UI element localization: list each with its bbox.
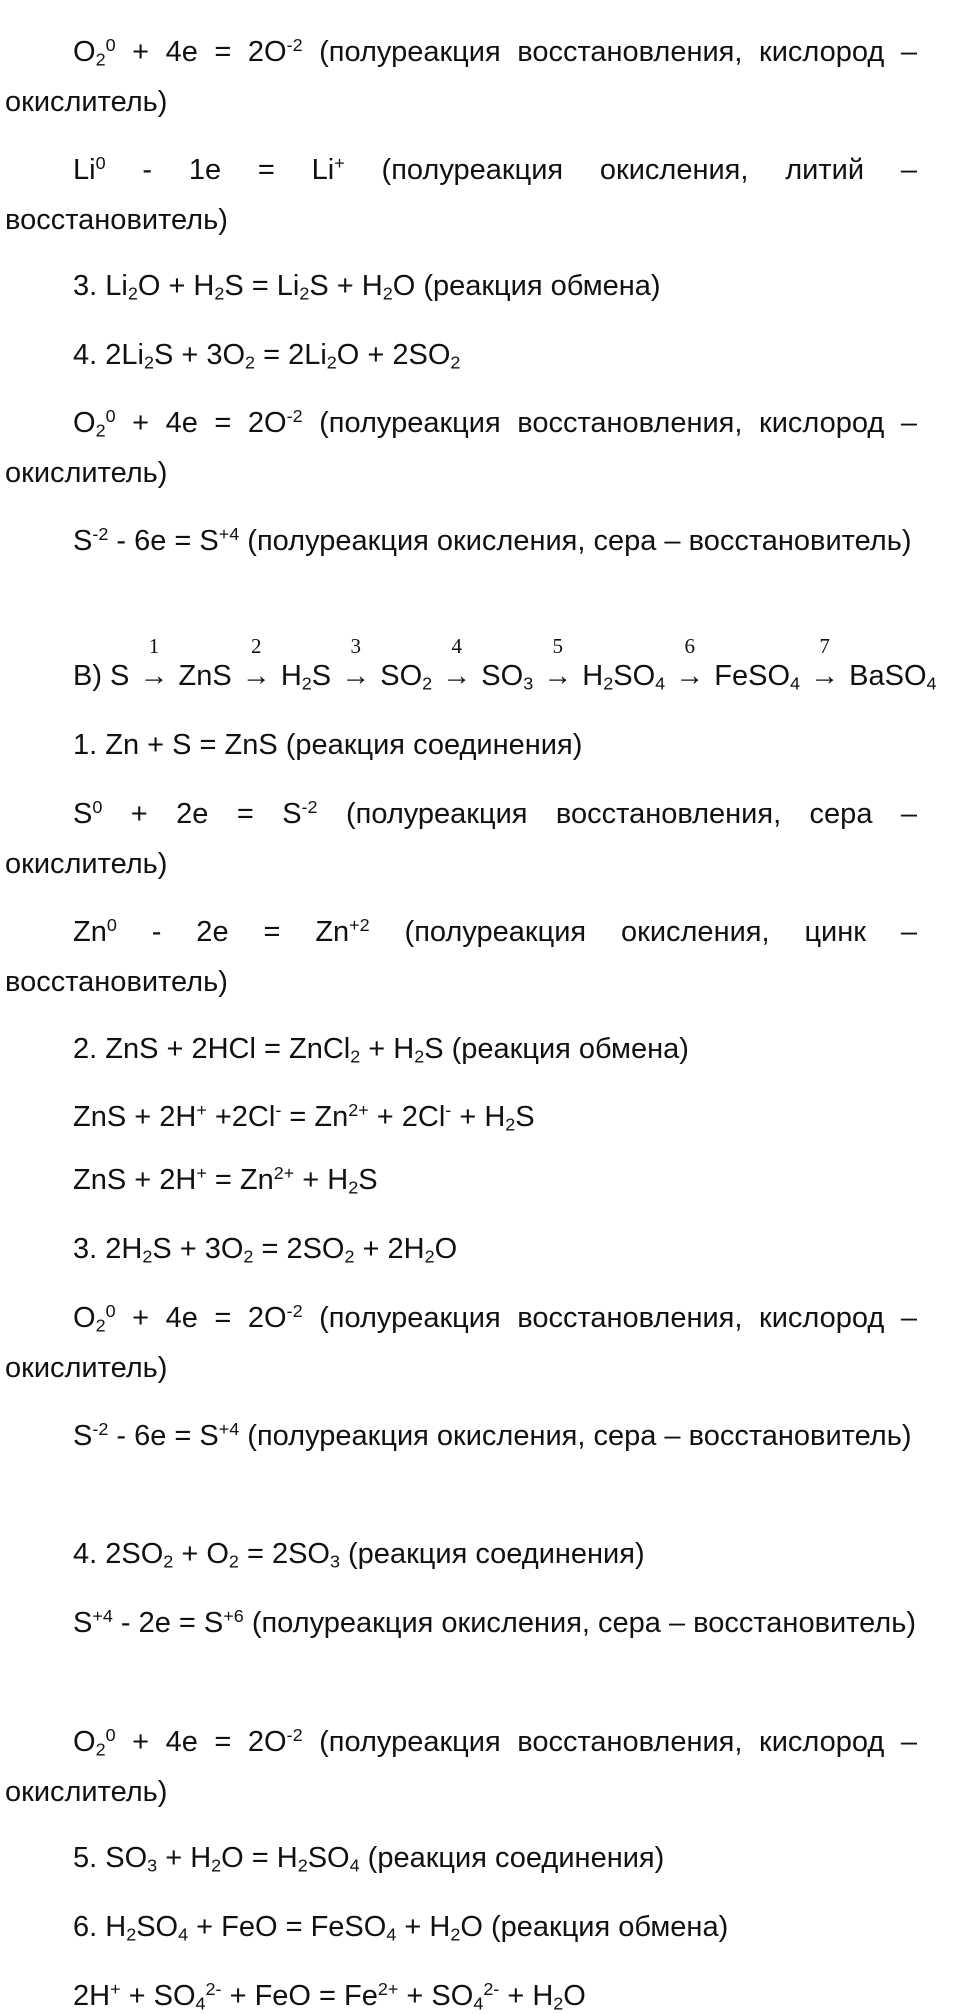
half-reaction-oxygen-reduction <box>5 398 917 498</box>
transformation-chain <box>73 634 937 694</box>
superscript: -2 <box>92 1419 109 1440</box>
text <box>800 660 808 692</box>
text: (полуреакция восстановления, кислород – окислитель) <box>5 36 917 118</box>
text: + SO <box>120 1980 196 2012</box>
arrow-icon: → <box>341 660 371 692</box>
text: ZnS + 2H <box>73 1101 197 1133</box>
subscript: 2 <box>553 1993 564 2014</box>
text: = 2SO <box>253 1233 345 1265</box>
superscript: -2 <box>286 1725 303 1746</box>
text: Li <box>73 154 96 186</box>
step-number: 1 <box>148 634 160 658</box>
arrow-icon: → <box>139 660 169 692</box>
arrow-icon: → <box>675 660 705 692</box>
text: 3. Li <box>73 270 128 302</box>
text: + 4e = 2O <box>115 1302 287 1334</box>
ionic-equation-6 <box>73 1978 917 2014</box>
half-reaction-sulfur-oxidation <box>5 1411 917 1461</box>
arrow-step-6 <box>673 634 706 694</box>
text: (полуреакция окисления, сера – восстановитель) <box>243 1607 916 1639</box>
text: Zn <box>73 916 107 948</box>
text: S <box>73 525 93 557</box>
superscript: -2 <box>286 406 303 427</box>
text: O <box>73 36 96 68</box>
text <box>665 660 673 692</box>
text: + H <box>499 1980 554 2012</box>
text: (полуреакция окисления, литий – восстановитель) <box>5 154 917 236</box>
paragraph <box>5 789 917 889</box>
equation-4 <box>73 337 917 373</box>
subscript: 4 <box>655 673 666 694</box>
paragraph <box>5 1717 917 1817</box>
subscript: 2 <box>228 1551 239 1572</box>
text: O + H <box>137 270 215 302</box>
subscript: 2 <box>344 1246 355 1267</box>
equation-3b <box>73 1231 917 1267</box>
equation-2 <box>73 1031 917 1067</box>
text: + FeO = Fe <box>221 1980 378 2012</box>
text: - 2e = S <box>112 1607 224 1639</box>
half-reaction-sulfur-oxidation <box>5 1598 917 1648</box>
superscript: +2 <box>349 915 370 936</box>
subscript: 3 <box>523 673 534 694</box>
subscript: 2 <box>350 1046 361 1067</box>
paragraph <box>5 907 917 1007</box>
text: (реакция соединения) <box>339 1538 645 1570</box>
half-reaction-sulfur-reduction <box>5 789 917 889</box>
equation-5 <box>73 1840 917 1876</box>
step-number: 5 <box>552 634 563 658</box>
text: = Zn <box>281 1101 349 1133</box>
text: 2. ZnS + 2HCl = ZnCl <box>73 1033 351 1065</box>
text <box>533 660 541 692</box>
text: 2H <box>73 1980 111 2012</box>
subscript: 2 <box>505 1114 516 1135</box>
superscript: - <box>275 1100 282 1121</box>
half-reaction-oxygen-reduction <box>5 27 917 127</box>
text: S <box>73 1420 93 1452</box>
arrow-icon: → <box>241 660 271 692</box>
text: + O <box>173 1538 229 1570</box>
equation-3 <box>73 268 917 304</box>
text: S <box>515 1101 535 1133</box>
text: - 1e = Li <box>105 154 335 186</box>
subscript: 2 <box>95 49 106 70</box>
text: S + H <box>309 270 383 302</box>
superscript: + <box>334 153 345 174</box>
half-reaction-sulfur-oxidation <box>5 516 917 566</box>
text: S (реакция обмена) <box>424 1033 689 1065</box>
subscript: 2 <box>424 1246 435 1267</box>
paragraph <box>5 1293 917 1393</box>
text: O <box>563 1980 586 2012</box>
text: = 2Li <box>255 339 327 371</box>
step-number: 4 <box>451 634 462 658</box>
text: S + 3O <box>153 339 246 371</box>
paragraph <box>5 145 917 245</box>
text: S <box>73 1607 93 1639</box>
arrow-icon: → <box>442 660 472 692</box>
subscript: 2 <box>126 1924 137 1945</box>
ionic-equation-full <box>73 1099 917 1135</box>
superscript: 2+ <box>273 1163 295 1184</box>
text: SO <box>613 660 656 692</box>
text: + FeO = FeSO <box>188 1911 387 1943</box>
superscript: +4 <box>218 1419 240 1440</box>
text: (реакция соединения) <box>359 1842 665 1874</box>
text: S + 3O <box>152 1233 244 1265</box>
superscript: 0 <box>105 35 116 56</box>
text: 4. 2SO <box>73 1538 164 1570</box>
step-number: 3 <box>350 634 361 658</box>
ionic-equation-short <box>73 1162 917 1198</box>
superscript: + <box>196 1163 207 1184</box>
text: = 2SO <box>238 1538 330 1570</box>
text: В) S <box>73 660 138 692</box>
subscript: 2 <box>297 1855 308 1876</box>
subscript: 4 <box>178 1924 189 1945</box>
text: + H <box>360 1033 415 1065</box>
half-reaction-oxygen-reduction <box>5 1293 917 1393</box>
paragraph <box>5 516 917 566</box>
text: 5. SO <box>73 1842 148 1874</box>
subscript: 2 <box>95 1315 106 1336</box>
text: + 2Cl <box>368 1101 446 1133</box>
text: SO <box>307 1842 350 1874</box>
superscript: 2+ <box>377 1979 399 2000</box>
superscript: -2 <box>286 1301 303 1322</box>
arrow-step-5 <box>541 634 574 694</box>
text: (полуреакция восстановления, кислород – окислитель) <box>5 1302 917 1384</box>
text: + H <box>294 1164 349 1196</box>
text: O (реакция обмена) <box>460 1911 729 1943</box>
half-reaction-lithium-oxidation <box>5 145 917 245</box>
text: - 6e = S <box>108 525 219 557</box>
text: + 4e = 2O <box>115 36 287 68</box>
subscript: 4 <box>926 673 937 694</box>
subscript: 2 <box>326 352 337 373</box>
subscript: 2 <box>450 1924 461 1945</box>
subscript: 4 <box>790 673 801 694</box>
step-number: 2 <box>251 634 262 658</box>
text: - 6e = S <box>108 1420 219 1452</box>
text: + 4e = 2O <box>115 1726 287 1758</box>
paragraph <box>5 27 917 127</box>
equation-4b <box>73 1536 917 1572</box>
subscript: 3 <box>329 1551 340 1572</box>
text: O <box>434 1233 458 1265</box>
text: 3. 2H <box>73 1233 143 1265</box>
superscript: -2 <box>286 35 303 56</box>
paragraph <box>5 398 917 498</box>
arrow-step-4 <box>440 634 473 694</box>
text: + SO <box>398 1980 474 2012</box>
text: S <box>358 1164 378 1196</box>
equation-1 <box>73 727 917 763</box>
text: S <box>311 660 340 692</box>
text: FeSO <box>706 660 791 692</box>
superscript: -2 <box>301 797 318 818</box>
equation-6 <box>73 1909 917 1945</box>
superscript: - <box>445 1100 452 1121</box>
subscript: 2 <box>211 1855 222 1876</box>
superscript: -2 <box>92 524 109 545</box>
superscript: +6 <box>223 1606 244 1627</box>
subscript: 2 <box>382 283 393 304</box>
superscript: 0 <box>105 1725 116 1746</box>
arrow-step-1 <box>137 634 170 694</box>
subscript: 2 <box>214 283 225 304</box>
superscript: 2- <box>483 1979 500 2000</box>
text: O = H <box>221 1842 298 1874</box>
half-reaction-zinc-oxidation <box>5 907 917 1007</box>
text: S <box>73 798 93 830</box>
subscript: 2 <box>95 420 106 441</box>
subscript: 2 <box>422 673 433 694</box>
text: + H <box>451 1101 506 1133</box>
text: 1. Zn + S = ZnS (реакция соединения) <box>73 729 583 761</box>
text: + 2e = S <box>102 798 302 830</box>
subscript: 2 <box>142 1246 153 1267</box>
step-number: 7 <box>819 634 830 658</box>
step-number: 6 <box>684 634 695 658</box>
text: = Zn <box>206 1164 274 1196</box>
superscript: 0 <box>105 1301 116 1322</box>
subscript: 4 <box>195 1993 206 2014</box>
superscript: 0 <box>106 915 117 936</box>
subscript: 2 <box>348 1177 359 1198</box>
subscript: 2 <box>95 1739 106 1760</box>
text: +2Cl <box>206 1101 276 1133</box>
text: O <box>73 407 96 439</box>
arrow-step-2 <box>240 634 273 694</box>
superscript: 0 <box>95 153 106 174</box>
superscript: 2- <box>205 1979 222 2000</box>
text: SO <box>136 1911 179 1943</box>
text: + H <box>396 1911 451 1943</box>
subscript: 2 <box>301 673 312 694</box>
superscript: +4 <box>218 524 240 545</box>
text: O (реакция обмена) <box>392 270 661 302</box>
subscript: 2 <box>603 673 614 694</box>
text: ZnS + 2H <box>73 1164 197 1196</box>
subscript: 4 <box>473 1993 484 2014</box>
text: + H <box>157 1842 212 1874</box>
paragraph <box>5 1411 917 1461</box>
text: H <box>574 660 604 692</box>
text: O + 2SO <box>336 339 451 371</box>
text: S = Li <box>224 270 300 302</box>
arrow-step-7 <box>808 634 841 694</box>
subscript: 2 <box>143 352 154 373</box>
superscript: + <box>196 1100 207 1121</box>
text: O <box>73 1302 96 1334</box>
text: 4. 2Li <box>73 339 144 371</box>
arrow-icon: → <box>543 660 573 692</box>
superscript: 2+ <box>348 1100 369 1121</box>
half-reaction-oxygen-reduction <box>5 1717 917 1817</box>
text: + 4e = 2O <box>115 407 287 439</box>
text: 6. H <box>73 1911 127 1943</box>
subscript: 2 <box>243 1246 254 1267</box>
subscript: 3 <box>147 1855 158 1876</box>
text: (полуреакция окисления, сера – восстановитель) <box>239 525 912 557</box>
text <box>432 660 440 692</box>
text: SO <box>473 660 524 692</box>
text: (полуреакция восстановления, сера – окислитель) <box>5 798 918 880</box>
subscript: 2 <box>414 1046 425 1067</box>
subscript: 2 <box>127 283 138 304</box>
subscript: 4 <box>386 1924 397 1945</box>
subscript: 2 <box>163 1551 174 1572</box>
superscript: +4 <box>92 1606 113 1627</box>
text: (полуреакция окисления, сера – восстановитель) <box>239 1420 912 1452</box>
text: O <box>73 1726 96 1758</box>
text: (полуреакция восстановления, кислород – окислитель) <box>5 407 917 489</box>
text: + 2H <box>354 1233 425 1265</box>
text: BaSO <box>841 660 927 692</box>
subscript: 2 <box>299 283 310 304</box>
text: H <box>272 660 302 692</box>
subscript: 4 <box>349 1855 360 1876</box>
text: - 2e = Zn <box>116 916 350 948</box>
text: (полуреакция восстановления, кислород – окислитель) <box>5 1726 917 1808</box>
arrow-icon: → <box>810 660 840 692</box>
arrow-step-3 <box>339 634 372 694</box>
text: ZnS <box>170 660 240 692</box>
superscript: 0 <box>105 406 116 427</box>
superscript: + <box>110 1979 121 2000</box>
subscript: 2 <box>450 352 461 373</box>
subscript: 2 <box>245 352 256 373</box>
paragraph <box>5 1598 917 1648</box>
text: SO <box>372 660 423 692</box>
text: (полуреакция окисления, цинк – восстановитель) <box>5 916 917 998</box>
superscript: 0 <box>92 797 103 818</box>
